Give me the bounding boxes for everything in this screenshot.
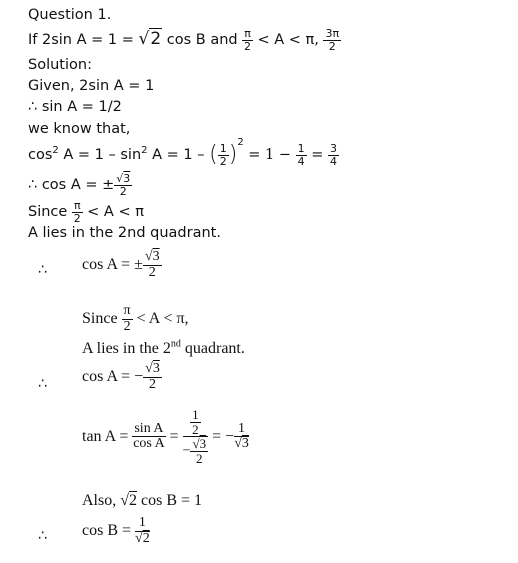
solution-label: Solution:: [28, 57, 92, 73]
quadrant-line-serif: A lies in the 2nd quadrant.: [82, 338, 245, 357]
fraction-root3-over-2: $\frac{√3}{2}$: [116, 171, 131, 198]
fraction-sinA-over-cosA: $\frac{\text{sin A}}{\text{cos A}}$: [133, 420, 165, 452]
tanA-serif: tan A = $\frac{\text{sin A}}{\text{cos A}}$ = $\frac{1}{2}$ − $\frac{√3}{2}$ = − $\frac{1}{√3}$: [82, 407, 249, 466]
cos-squared-line: $\cos^2 A = 1 - \sin^2 A = 1$ – ( $\frac{1}{2}$ )$^2$ = 1 − $\frac{1}{4}$ = $\frac{3}{4}$: [28, 137, 338, 168]
we-know-line: we know that,: [28, 121, 131, 137]
sinA-line: ∴ sin A = 1/2: [28, 99, 122, 115]
fraction-quarter: $\frac{1}{4}$: [297, 142, 305, 168]
complex-fraction: $\frac{1}{2}$ − $\frac{√3}{2}$: [182, 407, 207, 466]
question-inequality: < A < π,: [252, 32, 324, 49]
since-serif: Since $\frac{\pi}{2}$ < A < π,: [82, 303, 189, 334]
question-mid: cos B and: [162, 32, 243, 49]
also-serif: Also, √2 cos B = 1: [82, 492, 203, 509]
fraction-pi-over-2: $\frac{\pi}{2}$: [244, 27, 252, 53]
question-heading: Question 1.: [28, 7, 112, 23]
fraction-root3-over-2-neg: $\frac{√3}{2}$: [145, 361, 160, 392]
sqrt-2: √2: [138, 29, 162, 50]
cosA-pm-serif: cos A = ± $\frac{√3}{2}$: [82, 249, 160, 280]
question-statement: [28, 28, 341, 52]
fraction-one-over-root3: $\frac{1}{√3}$: [234, 420, 249, 452]
therefore-symbol-3: ∴: [38, 528, 47, 544]
question-prefix: If 2sin A = 1 =: [28, 32, 139, 49]
cosA-pm-line: ∴ cos A = ± $\frac{√3}{2}$: [28, 171, 131, 198]
fraction-3pi-over-2: $\frac{3\pi}{2}$: [325, 27, 340, 53]
therefore-symbol-2: ∴: [38, 376, 47, 392]
fraction-one-over-root2: $\frac{1}{√2}$: [135, 515, 150, 546]
fraction-half: $\frac{1}{2}$: [219, 142, 227, 168]
cosA-neg-serif: cos A = − $\frac{√3}{2}$: [82, 361, 160, 392]
fraction-pi-over-2-serif: $\frac{\pi}{2}$: [123, 303, 131, 334]
fraction-pi-over-2-b: $\frac{\pi}{2}$: [73, 199, 81, 225]
since-line: Since $\frac{\pi}{2}$ < A < π: [28, 199, 144, 225]
therefore-symbol-1: ∴: [38, 262, 47, 278]
fraction-three-quarters: $\frac{3}{4}$: [330, 142, 338, 168]
given-line: Given, 2sin A = 1: [28, 78, 155, 94]
cosB-serif: cos B = $\frac{1}{√2}$: [82, 515, 150, 546]
fraction-root3-over-2-serif: $\frac{√3}{2}$: [144, 249, 160, 280]
quadrant-line-sans: A lies in the 2nd quadrant.: [28, 225, 221, 241]
